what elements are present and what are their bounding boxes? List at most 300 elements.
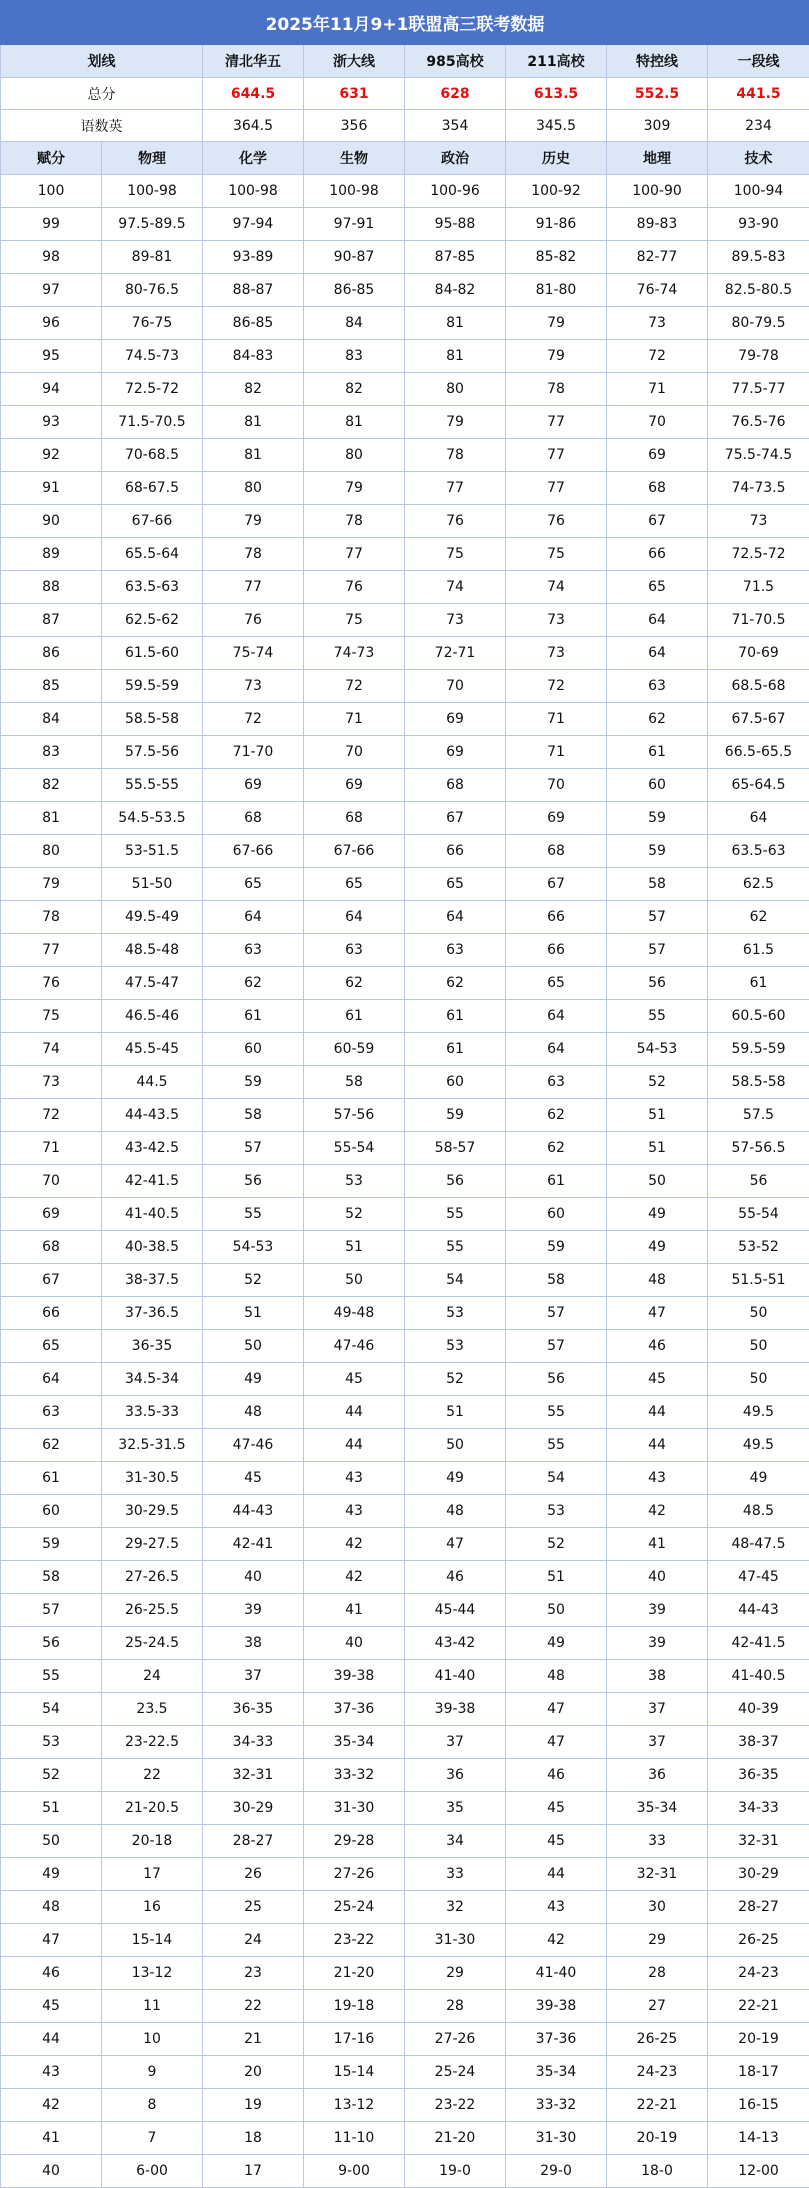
raw-score-range-cell: 28-27 (203, 1825, 304, 1858)
raw-score-range-cell: 48-47.5 (708, 1528, 809, 1561)
raw-score-range-cell: 42 (304, 1561, 405, 1594)
assigned-score-cell: 84 (1, 703, 102, 736)
raw-score-range-cell: 36-35 (203, 1693, 304, 1726)
raw-score-range-cell: 39-38 (304, 1660, 405, 1693)
raw-score-range-cell: 76.5-76 (708, 406, 809, 439)
table-row (1, 1264, 809, 1297)
raw-score-range-cell: 49 (506, 1627, 607, 1660)
raw-score-range-cell: 90-87 (304, 241, 405, 274)
table-row (1, 868, 809, 901)
raw-score-range-cell: 68.5-68 (708, 670, 809, 703)
raw-score-range-cell: 89-81 (102, 241, 203, 274)
table-row (1, 373, 809, 406)
raw-score-range-cell: 63 (203, 934, 304, 967)
raw-score-range-cell: 43 (506, 1891, 607, 1924)
raw-score-range-cell: 69 (405, 703, 506, 736)
raw-score-range-cell: 57 (607, 934, 708, 967)
raw-score-range-cell: 73 (405, 604, 506, 637)
assigned-score-cell: 51 (1, 1792, 102, 1825)
raw-score-range-cell: 49.5 (708, 1396, 809, 1429)
raw-score-range-cell: 37-36 (506, 2023, 607, 2056)
raw-score-range-cell: 55 (203, 1198, 304, 1231)
title-row (1, 1, 809, 45)
table-row (1, 208, 809, 241)
assigned-score-cell: 85 (1, 670, 102, 703)
raw-score-range-cell: 100-94 (708, 175, 809, 208)
raw-score-range-cell: 63 (607, 670, 708, 703)
raw-score-range-cell: 22-21 (708, 1990, 809, 2023)
raw-score-range-cell: 78 (405, 439, 506, 472)
table-row (1, 1165, 809, 1198)
table-row (1, 1462, 809, 1495)
raw-score-range-cell: 61 (405, 1000, 506, 1033)
raw-score-range-cell: 49.5-49 (102, 901, 203, 934)
raw-score-range-cell: 28 (405, 1990, 506, 2023)
table-row (1, 2089, 809, 2122)
assigned-score-cell: 71 (1, 1132, 102, 1165)
assigned-score-cell: 91 (1, 472, 102, 505)
raw-score-range-cell: 37 (203, 1660, 304, 1693)
raw-score-range-cell: 76 (405, 505, 506, 538)
raw-score-range-cell: 53 (506, 1495, 607, 1528)
raw-score-range-cell: 88-87 (203, 274, 304, 307)
table-row (1, 1495, 809, 1528)
raw-score-range-cell: 48.5 (708, 1495, 809, 1528)
assigned-score-cell: 89 (1, 538, 102, 571)
raw-score-range-cell: 68 (506, 835, 607, 868)
subject-column-header: 历史 (506, 142, 607, 175)
raw-score-range-cell: 100-92 (506, 175, 607, 208)
raw-score-range-cell: 75 (304, 604, 405, 637)
raw-score-range-cell: 65 (506, 967, 607, 1000)
raw-score-range-cell: 72.5-72 (708, 538, 809, 571)
raw-score-range-cell: 34-33 (708, 1792, 809, 1825)
raw-score-range-cell: 74-73 (304, 637, 405, 670)
table-row (1, 1330, 809, 1363)
raw-score-range-cell: 26-25.5 (102, 1594, 203, 1627)
raw-score-range-cell: 33 (405, 1858, 506, 1891)
raw-score-range-cell: 41-40.5 (102, 1198, 203, 1231)
raw-score-range-cell: 15-14 (304, 2056, 405, 2089)
raw-score-range-cell: 61 (304, 1000, 405, 1033)
raw-score-range-cell: 62 (506, 1099, 607, 1132)
raw-score-range-cell: 75-74 (203, 637, 304, 670)
raw-score-range-cell: 73 (203, 670, 304, 703)
table-row (1, 1033, 809, 1066)
table-row (1, 1891, 809, 1924)
raw-score-range-cell: 70 (506, 769, 607, 802)
raw-score-range-cell: 45 (506, 1792, 607, 1825)
table-row (1, 307, 809, 340)
raw-score-range-cell: 62.5-62 (102, 604, 203, 637)
raw-score-range-cell: 87-85 (405, 241, 506, 274)
raw-score-range-cell: 49 (607, 1231, 708, 1264)
raw-score-range-cell: 60.5-60 (708, 1000, 809, 1033)
raw-score-range-cell: 43-42 (405, 1627, 506, 1660)
raw-score-range-cell: 34.5-34 (102, 1363, 203, 1396)
raw-score-range-cell: 26-25 (607, 2023, 708, 2056)
raw-score-range-cell: 58.5-58 (102, 703, 203, 736)
raw-score-range-cell: 82.5-80.5 (708, 274, 809, 307)
raw-score-range-cell: 71.5 (708, 571, 809, 604)
raw-score-range-cell: 71.5-70.5 (102, 406, 203, 439)
raw-score-range-cell: 60 (607, 769, 708, 802)
raw-score-range-cell: 56 (506, 1363, 607, 1396)
table-row (1, 1132, 809, 1165)
raw-score-range-cell: 78 (506, 373, 607, 406)
raw-score-range-cell: 9 (102, 2056, 203, 2089)
raw-score-range-cell: 100-90 (607, 175, 708, 208)
raw-score-range-cell: 37-36 (304, 1693, 405, 1726)
assigned-score-cell: 45 (1, 1990, 102, 2023)
raw-score-range-cell: 40-38.5 (102, 1231, 203, 1264)
raw-score-range-cell: 25 (203, 1891, 304, 1924)
raw-score-range-cell: 57-56.5 (708, 1132, 809, 1165)
assigned-score-cell: 59 (1, 1528, 102, 1561)
raw-score-range-cell: 51 (304, 1231, 405, 1264)
raw-score-range-cell: 33 (607, 1825, 708, 1858)
raw-score-range-cell: 72 (203, 703, 304, 736)
raw-score-range-cell: 51 (506, 1561, 607, 1594)
raw-score-range-cell: 32-31 (607, 1858, 708, 1891)
raw-score-range-cell: 45 (304, 1363, 405, 1396)
raw-score-range-cell: 54 (506, 1462, 607, 1495)
raw-score-range-cell: 16-15 (708, 2089, 809, 2122)
raw-score-range-cell: 51 (203, 1297, 304, 1330)
raw-score-range-cell: 72 (304, 670, 405, 703)
raw-score-range-cell: 47 (506, 1693, 607, 1726)
raw-score-range-cell: 56 (708, 1165, 809, 1198)
raw-score-range-cell: 62 (405, 967, 506, 1000)
raw-score-range-cell: 100-98 (304, 175, 405, 208)
raw-score-range-cell: 10 (102, 2023, 203, 2056)
raw-score-range-cell: 44-43 (708, 1594, 809, 1627)
raw-score-range-cell: 49 (203, 1363, 304, 1396)
threshold-header-row (1, 45, 809, 78)
raw-score-range-cell: 58 (506, 1264, 607, 1297)
raw-score-range-cell: 65 (607, 571, 708, 604)
raw-score-range-cell: 56 (405, 1165, 506, 1198)
raw-score-range-cell: 52 (405, 1363, 506, 1396)
assigned-score-cell: 57 (1, 1594, 102, 1627)
raw-score-range-cell: 45 (506, 1825, 607, 1858)
raw-score-range-cell: 17 (102, 1858, 203, 1891)
threshold-column-header: 985高校 (405, 45, 506, 78)
raw-score-range-cell: 72.5-72 (102, 373, 203, 406)
raw-score-range-cell: 50 (506, 1594, 607, 1627)
raw-score-range-cell: 67-66 (203, 835, 304, 868)
raw-score-range-cell: 65 (405, 868, 506, 901)
raw-score-range-cell: 24-23 (607, 2056, 708, 2089)
table-row (1, 1297, 809, 1330)
raw-score-range-cell: 35-34 (506, 2056, 607, 2089)
total-score-value: 441.5 (708, 78, 809, 110)
raw-score-range-cell: 52 (304, 1198, 405, 1231)
raw-score-range-cell: 67 (607, 505, 708, 538)
assigned-score-cell: 81 (1, 802, 102, 835)
raw-score-range-cell: 63.5-63 (708, 835, 809, 868)
page-title: 2025年11月9+1联盟高三联考数据 (1, 1, 809, 45)
raw-score-range-cell: 22-21 (607, 2089, 708, 2122)
raw-score-range-cell: 70-68.5 (102, 439, 203, 472)
raw-score-range-cell: 42 (607, 1495, 708, 1528)
raw-score-range-cell: 61 (203, 1000, 304, 1033)
raw-score-range-cell: 19-18 (304, 1990, 405, 2023)
raw-score-range-cell: 30-29.5 (102, 1495, 203, 1528)
raw-score-range-cell: 11-10 (304, 2122, 405, 2155)
raw-score-range-cell: 71 (607, 373, 708, 406)
assigned-score-cell: 64 (1, 1363, 102, 1396)
table-row (1, 1660, 809, 1693)
raw-score-range-cell: 35-34 (607, 1792, 708, 1825)
assigned-score-cell: 96 (1, 307, 102, 340)
raw-score-range-cell: 52 (203, 1264, 304, 1297)
raw-score-range-cell: 93-90 (708, 208, 809, 241)
raw-score-range-cell: 61 (506, 1165, 607, 1198)
table-row (1, 1858, 809, 1891)
table-row (1, 2122, 809, 2155)
raw-score-range-cell: 55 (506, 1396, 607, 1429)
raw-score-range-cell: 60 (506, 1198, 607, 1231)
raw-score-range-cell: 72 (506, 670, 607, 703)
raw-score-range-cell: 44.5 (102, 1066, 203, 1099)
raw-score-range-cell: 51 (607, 1132, 708, 1165)
raw-score-range-cell: 8 (102, 2089, 203, 2122)
raw-score-range-cell: 39-38 (506, 1990, 607, 2023)
raw-score-range-cell: 21-20.5 (102, 1792, 203, 1825)
raw-score-range-cell: 31-30 (506, 2122, 607, 2155)
raw-score-range-cell: 80 (203, 472, 304, 505)
raw-score-range-cell: 77 (304, 538, 405, 571)
assigned-score-cell: 43 (1, 2056, 102, 2089)
raw-score-range-cell: 59 (203, 1066, 304, 1099)
table-row (1, 736, 809, 769)
subject-column-header: 生物 (304, 142, 405, 175)
raw-score-range-cell: 59.5-59 (102, 670, 203, 703)
raw-score-range-cell: 36-35 (102, 1330, 203, 1363)
raw-score-range-cell: 44-43 (203, 1495, 304, 1528)
raw-score-range-cell: 62 (203, 967, 304, 1000)
assigned-score-cell: 88 (1, 571, 102, 604)
threshold-column-header: 一段线 (708, 45, 809, 78)
raw-score-range-cell: 46 (405, 1561, 506, 1594)
raw-score-range-cell: 58-57 (405, 1132, 506, 1165)
raw-score-range-cell: 46 (506, 1759, 607, 1792)
assigned-score-cell: 98 (1, 241, 102, 274)
raw-score-range-cell: 48 (203, 1396, 304, 1429)
raw-score-range-cell: 55 (405, 1198, 506, 1231)
raw-score-range-cell: 20-19 (607, 2122, 708, 2155)
table-row (1, 901, 809, 934)
raw-score-range-cell: 35-34 (304, 1726, 405, 1759)
raw-score-range-cell: 33.5-33 (102, 1396, 203, 1429)
raw-score-range-cell: 81 (304, 406, 405, 439)
raw-score-range-cell: 75.5-74.5 (708, 439, 809, 472)
raw-score-range-cell: 97-91 (304, 208, 405, 241)
table-row (1, 472, 809, 505)
raw-score-range-cell: 33-32 (304, 1759, 405, 1792)
raw-score-range-cell: 22 (102, 1759, 203, 1792)
raw-score-range-cell: 60 (405, 1066, 506, 1099)
raw-score-range-cell: 60 (203, 1033, 304, 1066)
raw-score-range-cell: 67 (506, 868, 607, 901)
raw-score-range-cell: 37 (405, 1726, 506, 1759)
raw-score-range-cell: 71-70 (203, 736, 304, 769)
table-row (1, 2155, 809, 2188)
raw-score-range-cell: 49 (405, 1462, 506, 1495)
raw-score-range-cell: 67 (405, 802, 506, 835)
raw-score-range-cell: 54-53 (203, 1231, 304, 1264)
raw-score-range-cell: 53 (405, 1297, 506, 1330)
raw-score-range-cell: 13-12 (102, 1957, 203, 1990)
raw-score-range-cell: 64 (405, 901, 506, 934)
raw-score-range-cell: 34 (405, 1825, 506, 1858)
assigned-score-cell: 41 (1, 2122, 102, 2155)
core-subjects-value: 234 (708, 110, 809, 142)
table-row (1, 1594, 809, 1627)
assigned-score-cell: 73 (1, 1066, 102, 1099)
raw-score-range-cell: 79 (203, 505, 304, 538)
raw-score-range-cell: 82 (203, 373, 304, 406)
raw-score-range-cell: 77 (203, 571, 304, 604)
raw-score-range-cell: 45 (607, 1363, 708, 1396)
assigned-score-cell: 60 (1, 1495, 102, 1528)
assigned-score-cell: 93 (1, 406, 102, 439)
raw-score-range-cell: 76-75 (102, 307, 203, 340)
table-row (1, 1066, 809, 1099)
raw-score-range-cell: 45-44 (405, 1594, 506, 1627)
raw-score-range-cell: 50 (203, 1330, 304, 1363)
assigned-score-cell: 66 (1, 1297, 102, 1330)
raw-score-range-cell: 41-40 (405, 1660, 506, 1693)
raw-score-range-cell: 79 (506, 340, 607, 373)
raw-score-range-cell: 64 (506, 1033, 607, 1066)
raw-score-range-cell: 50 (607, 1165, 708, 1198)
raw-score-range-cell: 65.5-64 (102, 538, 203, 571)
assigned-score-cell: 75 (1, 1000, 102, 1033)
raw-score-range-cell: 43 (304, 1495, 405, 1528)
raw-score-range-cell: 64 (506, 1000, 607, 1033)
raw-score-range-cell: 48 (506, 1660, 607, 1693)
assigned-score-cell: 49 (1, 1858, 102, 1891)
raw-score-range-cell: 77 (506, 406, 607, 439)
raw-score-range-cell: 67-66 (102, 505, 203, 538)
table-row (1, 1990, 809, 2023)
raw-score-range-cell: 46.5-46 (102, 1000, 203, 1033)
raw-score-range-cell: 38 (203, 1627, 304, 1660)
raw-score-range-cell: 70 (304, 736, 405, 769)
raw-score-range-cell: 29 (405, 1957, 506, 1990)
assigned-score-cell: 63 (1, 1396, 102, 1429)
raw-score-range-cell: 41-40 (506, 1957, 607, 1990)
assigned-score-cell: 44 (1, 2023, 102, 2056)
raw-score-range-cell: 52 (506, 1528, 607, 1561)
total-score-value: 613.5 (506, 78, 607, 110)
raw-score-range-cell: 51 (405, 1396, 506, 1429)
raw-score-range-cell: 47 (405, 1528, 506, 1561)
raw-score-range-cell: 47-46 (304, 1330, 405, 1363)
raw-score-range-cell: 30-29 (708, 1858, 809, 1891)
raw-score-range-cell: 55 (607, 1000, 708, 1033)
raw-score-range-cell: 50 (304, 1264, 405, 1297)
raw-score-range-cell: 55.5-55 (102, 769, 203, 802)
raw-score-range-cell: 51 (607, 1099, 708, 1132)
subject-column-header: 技术 (708, 142, 809, 175)
raw-score-range-cell: 48 (405, 1495, 506, 1528)
assigned-score-cell: 87 (1, 604, 102, 637)
raw-score-range-cell: 43 (304, 1462, 405, 1495)
table-row (1, 1000, 809, 1033)
assigned-score-cell: 95 (1, 340, 102, 373)
total-score-row (1, 78, 809, 110)
raw-score-range-cell: 29-0 (506, 2155, 607, 2188)
raw-score-range-cell: 12-00 (708, 2155, 809, 2188)
raw-score-range-cell: 57 (506, 1297, 607, 1330)
assigned-score-cell: 99 (1, 208, 102, 241)
raw-score-range-cell: 54.5-53.5 (102, 802, 203, 835)
total-score-value: 628 (405, 78, 506, 110)
raw-score-range-cell: 23.5 (102, 1693, 203, 1726)
raw-score-range-cell: 47.5-47 (102, 967, 203, 1000)
raw-score-range-cell: 73 (506, 604, 607, 637)
raw-score-range-cell: 64 (607, 637, 708, 670)
raw-score-range-cell: 55 (506, 1429, 607, 1462)
raw-score-range-cell: 78 (304, 505, 405, 538)
raw-score-range-cell: 78 (203, 538, 304, 571)
table-row (1, 1561, 809, 1594)
raw-score-range-cell: 71-70.5 (708, 604, 809, 637)
raw-score-range-cell: 67.5-67 (708, 703, 809, 736)
raw-score-range-cell: 54-53 (607, 1033, 708, 1066)
raw-score-range-cell: 18-17 (708, 2056, 809, 2089)
table-row (1, 1693, 809, 1726)
raw-score-range-cell: 67-66 (304, 835, 405, 868)
raw-score-range-cell: 44 (607, 1429, 708, 1462)
raw-score-range-cell: 19-0 (405, 2155, 506, 2188)
raw-score-range-cell: 30 (607, 1891, 708, 1924)
table-row (1, 604, 809, 637)
raw-score-range-cell: 35 (405, 1792, 506, 1825)
raw-score-range-cell: 83 (304, 340, 405, 373)
raw-score-range-cell: 47 (506, 1726, 607, 1759)
table-row (1, 703, 809, 736)
raw-score-range-cell: 34-33 (203, 1726, 304, 1759)
table-row (1, 538, 809, 571)
raw-score-range-cell: 65 (304, 868, 405, 901)
assigned-score-cell: 48 (1, 1891, 102, 1924)
total-score-value: 552.5 (607, 78, 708, 110)
raw-score-range-cell: 57.5-56 (102, 736, 203, 769)
raw-score-range-cell: 73 (506, 637, 607, 670)
raw-score-range-cell: 23-22.5 (102, 1726, 203, 1759)
table-row (1, 1627, 809, 1660)
raw-score-range-cell: 32-31 (203, 1759, 304, 1792)
table-row (1, 241, 809, 274)
raw-score-range-cell: 86-85 (203, 307, 304, 340)
raw-score-range-cell: 65 (203, 868, 304, 901)
assigned-score-cell: 58 (1, 1561, 102, 1594)
raw-score-range-cell: 24 (203, 1924, 304, 1957)
raw-score-range-cell: 91-86 (506, 208, 607, 241)
raw-score-range-cell: 39 (607, 1627, 708, 1660)
table-row (1, 439, 809, 472)
raw-score-range-cell: 89-83 (607, 208, 708, 241)
raw-score-range-cell: 74 (405, 571, 506, 604)
raw-score-range-cell: 55-54 (304, 1132, 405, 1165)
assigned-score-cell: 62 (1, 1429, 102, 1462)
raw-score-range-cell: 57-56 (304, 1099, 405, 1132)
raw-score-range-cell: 46 (607, 1330, 708, 1363)
